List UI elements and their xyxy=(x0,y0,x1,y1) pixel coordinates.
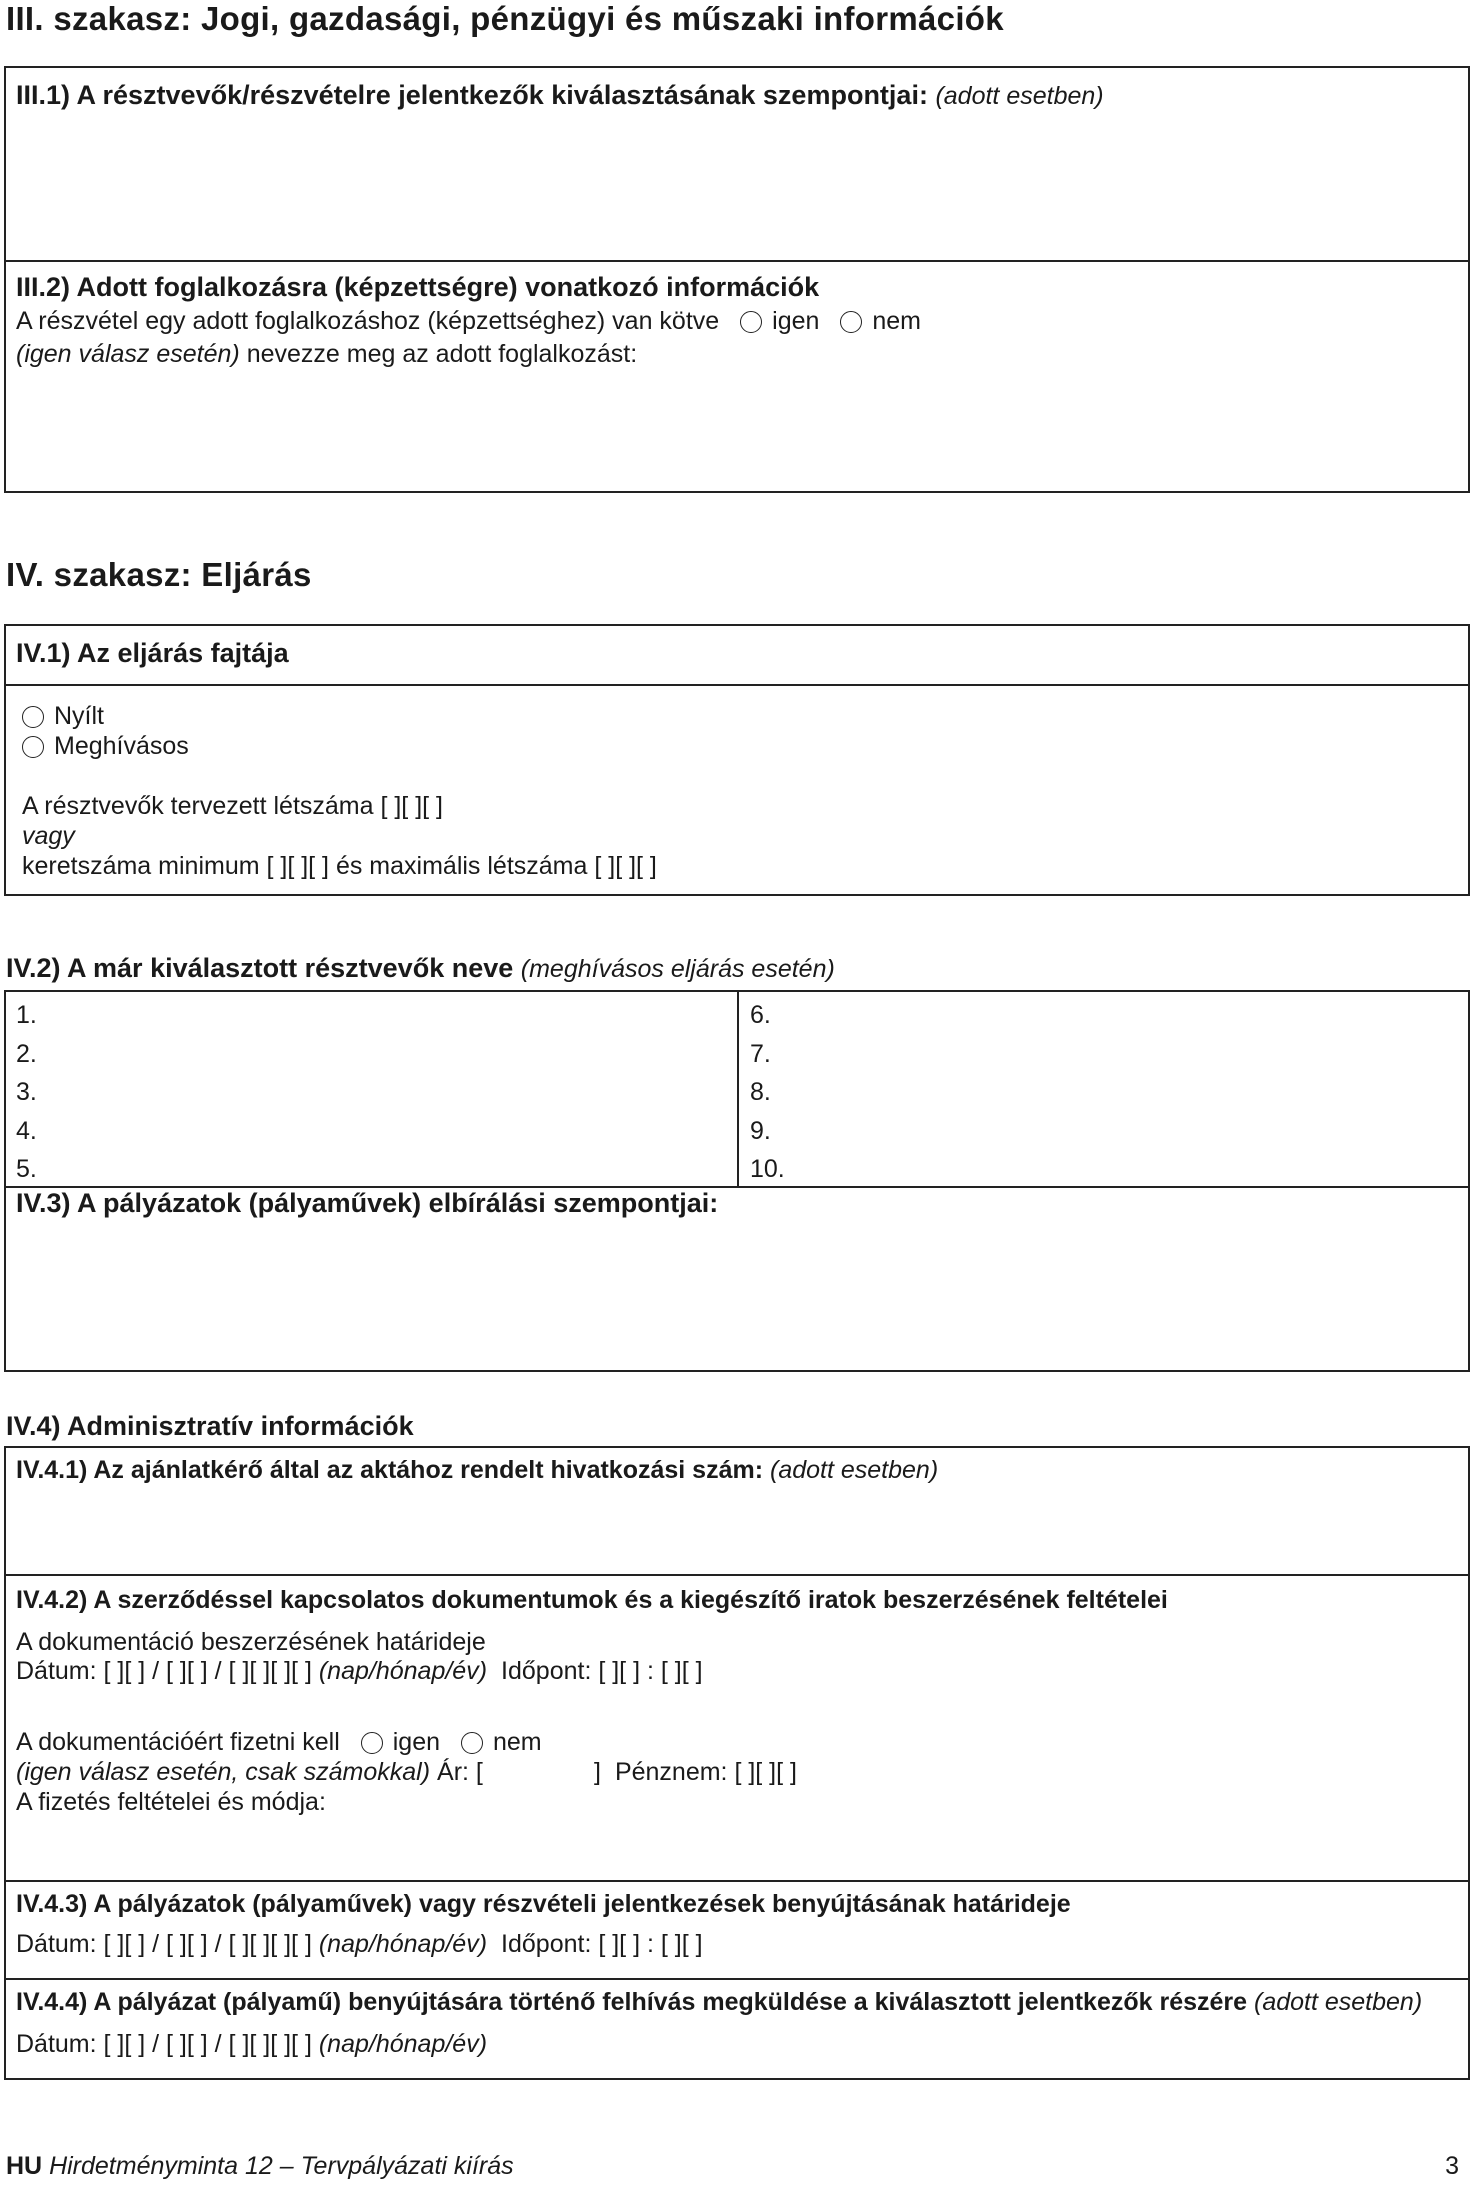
page-number: 3 xyxy=(1445,2152,1459,2180)
field-3-2-heading: III.2) Adott foglalkozásra (képzettségre) vonatkozó információk xyxy=(16,272,820,302)
divider xyxy=(4,684,1470,686)
doc-deadline-date: Dátum: [ ][ ] / [ ][ ] / [ ][ ][ ][ ] (nap/hónap/év) Időpont: [ ][ ] : [ ][ ] xyxy=(16,1657,703,1685)
submission-deadline-date: Dátum: [ ][ ] / [ ][ ] / [ ][ ][ ][ ] (nap/hónap/év) Időpont: [ ][ ] : [ ][ ] xyxy=(16,1930,703,1958)
field-4-3-heading: IV.3) A pályázatok (pályaművek) elbírálási szempontjai: xyxy=(16,1188,719,1218)
radio-nem[interactable] xyxy=(840,311,862,333)
field-4-2-heading: IV.2) A már kiválasztott résztvevők neve (meghívásos eljárás esetén) xyxy=(6,953,835,983)
list-item: 3. xyxy=(16,1078,37,1106)
field-4-4-2-heading: IV.4.2) A szerződéssel kapcsolatos dokumentumok és a kiegészítő iratok beszerzésének feltételei xyxy=(16,1586,1168,1614)
footer: HU Hirdetményminta 12 – Tervpályázati kiírás xyxy=(6,2152,514,2180)
radio-pay-igen-label: igen xyxy=(392,1728,440,1756)
field-4-4-3-heading: IV.4.3) A pályázatok (pályaművek) vagy részvételi jelentkezések benyújtásának határideje xyxy=(16,1890,1071,1918)
doc-deadline-label: A dokumentáció beszerzésének határideje xyxy=(16,1628,486,1656)
radio-igen-label: igen xyxy=(772,307,820,335)
list-item: 6. xyxy=(750,1001,771,1029)
payment-terms: A fizetés feltételei és módja: xyxy=(16,1788,326,1816)
divider xyxy=(4,1880,1470,1882)
occupation-name-prompt: (igen válasz esetén) nevezze meg az adott foglalkozást: xyxy=(16,340,638,368)
list-item: 1. xyxy=(16,1001,37,1029)
price-line: (igen válasz esetén, csak számokkal) Ár: [ ] Pénznem: [ ][ ][ ] xyxy=(16,1758,797,1786)
radio-icon[interactable] xyxy=(22,736,44,758)
or-label: vagy xyxy=(22,822,75,850)
field-4-4-heading: IV.4) Adminisztratív információk xyxy=(6,1411,414,1441)
payment-question: A dokumentációért fizetni kell igen nem xyxy=(16,1728,542,1756)
column-divider xyxy=(737,990,739,1186)
divider xyxy=(4,1978,1470,1980)
divider xyxy=(4,1574,1470,1576)
list-item: 2. xyxy=(16,1039,37,1068)
field-4-1-heading: IV.1) Az eljárás fajtája xyxy=(16,638,289,668)
invitation-date: Dátum: [ ][ ] / [ ][ ] / [ ][ ][ ][ ] (nap/hónap/év) xyxy=(16,2030,488,2058)
field-4-4-4-heading: IV.4.4) A pályázat (pályamű) benyújtására történő felhívás megküldése a kiválasztott jelentkezők részére (adott esetben) xyxy=(16,1988,1423,2016)
field-4-4-1-heading: IV.4.1) Az ajánlatkérő által az aktához rendelt hivatkozási szám: (adott esetben) xyxy=(16,1456,939,1484)
planned-count: A résztvevők tervezett létszáma [ ][ ][ ] xyxy=(22,792,443,820)
list-item: 5. xyxy=(16,1155,37,1183)
radio-icon[interactable] xyxy=(22,706,44,728)
section-3-title: III. szakasz: Jogi, gazdasági, pénzügyi és műszaki információk xyxy=(6,0,1004,37)
section-4-title: IV. szakasz: Eljárás xyxy=(6,556,312,593)
option-meghivasos[interactable]: Meghívásos xyxy=(22,732,189,761)
list-item: 9. xyxy=(750,1116,771,1145)
radio-pay-nem[interactable] xyxy=(461,1732,483,1754)
list-item: 7. xyxy=(750,1039,771,1068)
radio-nem-label: nem xyxy=(872,307,921,335)
radio-pay-igen[interactable] xyxy=(361,1732,383,1754)
radio-pay-nem-label: nem xyxy=(492,1728,542,1756)
radio-igen[interactable] xyxy=(740,311,762,333)
option-nyilt[interactable]: Nyílt xyxy=(22,702,104,731)
list-item: 8. xyxy=(750,1078,771,1106)
frame-count: keretszáma minimum [ ][ ][ ] és maximális létszáma [ ][ ][ ] xyxy=(22,852,657,880)
divider xyxy=(4,260,1470,262)
left-number-list xyxy=(16,996,37,1189)
occupation-question: A részvétel egy adott foglalkozáshoz (képzettséghez) van kötve igen nem xyxy=(16,307,921,335)
list-item: 4. xyxy=(16,1116,37,1145)
right-number-list xyxy=(750,996,785,1189)
list-item: 10. xyxy=(750,1155,785,1183)
field-3-1-heading: III.1) A résztvevők/részvételre jelentkezők kiválasztásának szempontjai: (adott esetben) xyxy=(16,80,1104,110)
